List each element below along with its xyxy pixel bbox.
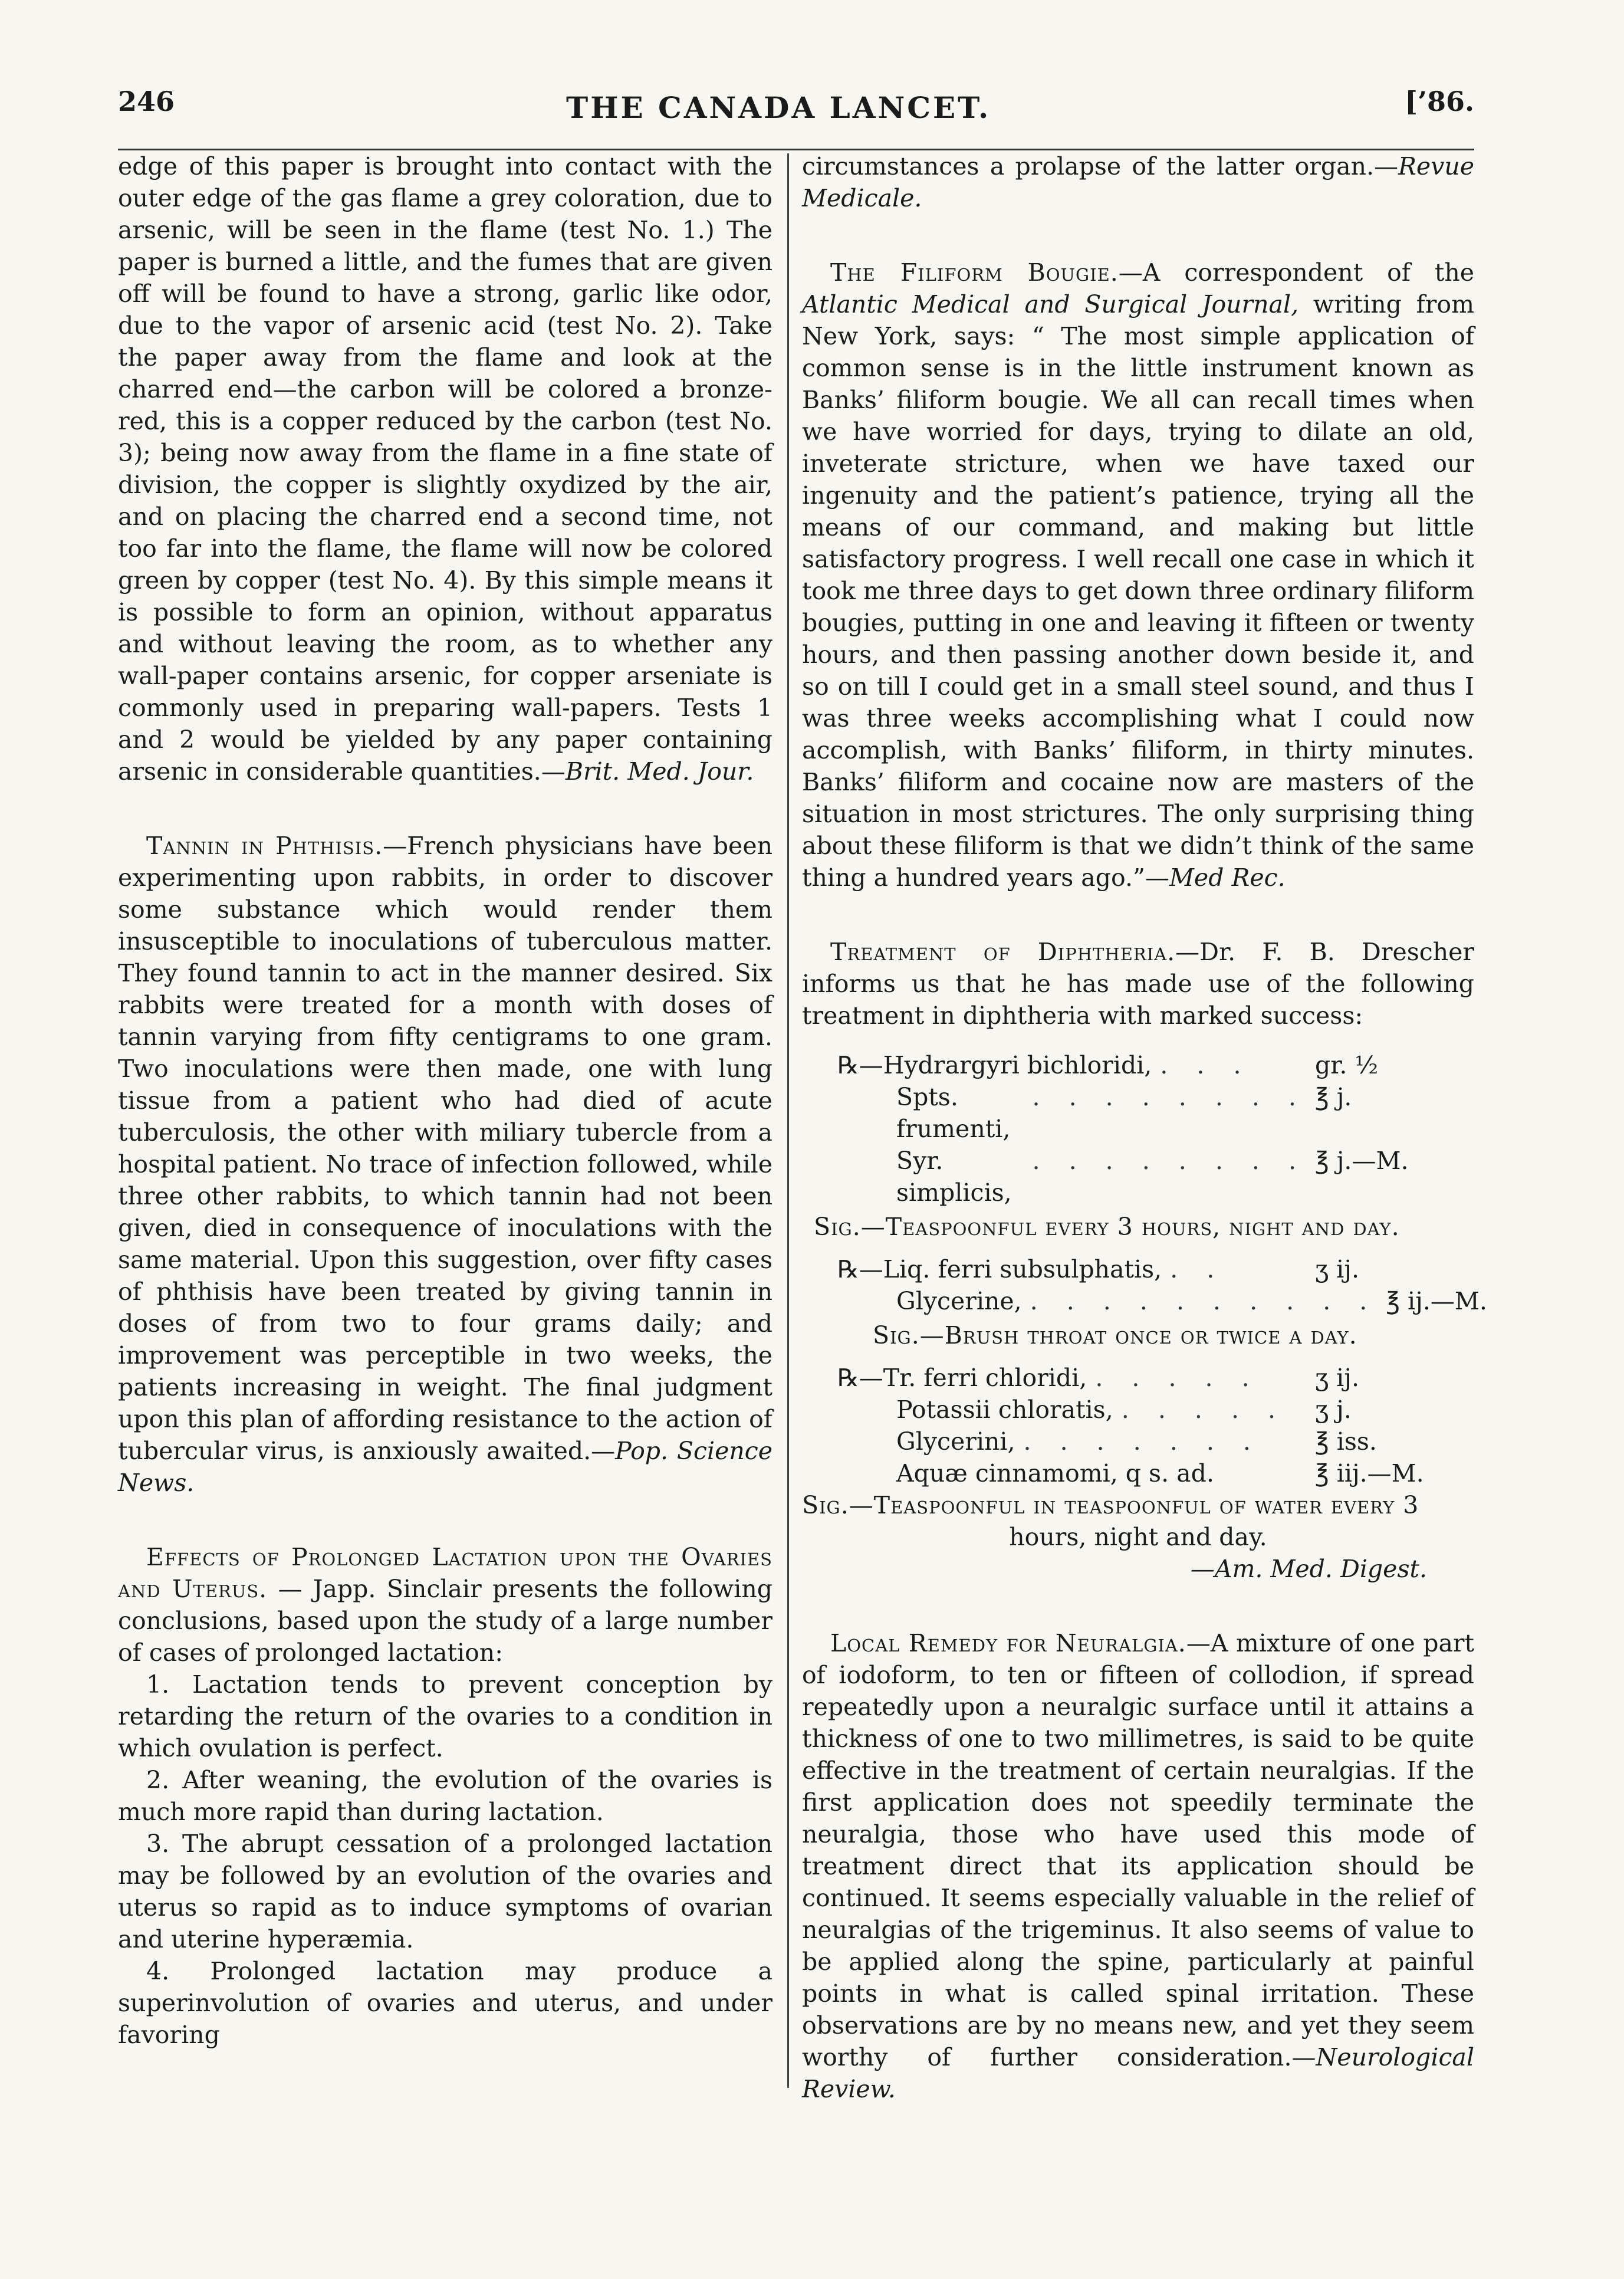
rx-drug: Aquæ cinnamomi, q s. ad. bbox=[896, 1459, 1214, 1487]
rx-drug: Glycerine, bbox=[896, 1287, 1022, 1315]
rx-drug: ℞—Liq. ferri subsulphatis, bbox=[837, 1255, 1162, 1283]
neuralgia-title: Local Remedy for Neuralgia. bbox=[830, 1629, 1186, 1657]
right-column bbox=[802, 150, 1487, 2105]
rx-quantity: ʒ ij. bbox=[1315, 1364, 1360, 1392]
tannin-title: Tannin in Phthisis. bbox=[146, 832, 383, 860]
sig-2 bbox=[802, 1319, 1474, 1351]
rx-drug: Syr. simplicis, bbox=[896, 1147, 1012, 1207]
rx-line: Glycerine, . . . . . . . . . . ℥ ij.—M. bbox=[837, 1285, 1439, 1317]
sig-2-text: Sig.—Brush throat once or twice a day. bbox=[873, 1321, 1357, 1349]
neuralgia-article bbox=[802, 1627, 1474, 2105]
rx-quantity: ℥ j.—M. bbox=[1315, 1147, 1409, 1175]
rx-quantity: ʒ j. bbox=[1315, 1395, 1352, 1424]
rx-line: ℞—Tr. ferri chloridi, . . . . . ʒ ij. bbox=[837, 1362, 1439, 1394]
sig-3-continued: hours, night and day. bbox=[1009, 1523, 1267, 1551]
rx-quantity: ʒ ij. bbox=[1315, 1255, 1360, 1283]
tannin-article bbox=[118, 830, 772, 1499]
neuralgia-source: Neurological Review. bbox=[802, 2043, 1474, 2103]
arsenic-text: edge of this paper is brought into contact with the outer edge of the gas flame a grey coloration, due to arsenic, will be seen in the flame (test No. 1.) The paper is burned a little, and the fumes that are given off will be found to have a strong, garlic like odor, due to the vapor of arsenic acid (test No. 2). Take the paper away from the flame and look at the charred end—the carbon will be colored a bronze-red, this is a copper reduced by the carbon (test No. 3); being now away from the flame in a fine state of division, the copper is slightly oxydized by the air, and on placing the charred end a second time, not too far into the flame, the flame will now be colored green by copper (test No. 4). By this simple means it is possible to form an opinion, without apparatus and without leaving the room, as to whether any wall-paper contains arsenic, for copper arseniate is commonly used in preparing wall-papers. Tests 1 and 2 would be yielded by any paper containing arsenic in considerable quantities.— bbox=[118, 152, 772, 786]
bougie-intro: —A correspondent of the bbox=[1118, 258, 1474, 287]
rx-quantity: ℥ iss. bbox=[1315, 1427, 1377, 1456]
diphtheria-title: Treatment of Diphtheria. bbox=[830, 938, 1176, 966]
bougie-source: Med Rec. bbox=[1169, 863, 1286, 892]
prescription-2 bbox=[802, 1253, 1487, 1317]
rx-line: Spts. frumenti, . . . . . . . . ℥ j. bbox=[837, 1081, 1439, 1145]
sig-1 bbox=[802, 1211, 1474, 1243]
diphtheria-article bbox=[802, 936, 1474, 1032]
diphtheria-intro: —Dr. F. B. Drescher informs us that he has made use of the following treatment in diphtheria with marked success: bbox=[802, 938, 1474, 1030]
rx-drug: ℞—Hydrargyri bichloridi, bbox=[837, 1051, 1152, 1079]
tannin-body: —French physicians have been experimenting upon rabbits, in order to discover some substance which would render them insusceptible to inoculations of tuberculous matter. They found tannin to act in the manner desired. Six rabbits were treated for a month with doses of tannin varying from fifty centigrams to one gram. Two inoculations were then made, one with lung tissue from a patient who had died of acute tuberculosis, the other with miliary tubercle from a hospital patient. No trace of infection followed, while three other rabbits, to which tannin had not been given, died in consequence of inoculations with the same material. Upon this suggestion, over fifty cases of phthisis have been treated by giving tannin in doses of from two to four grams daily; and improvement was perceptible in two weeks, the patients increasing in weight. The final judgment upon this plan of affording resistance to the action of tubercular virus, is anxiously awaited.— bbox=[118, 832, 772, 1465]
rx-quantity: gr. ½ bbox=[1315, 1051, 1379, 1079]
rx-line: ℞—Liq. ferri subsulphatis, . . ʒ ij. bbox=[837, 1253, 1439, 1285]
bougie-journal: Atlantic Medical and Surgical Journal, bbox=[802, 290, 1299, 318]
diphtheria-source: —Am. Med. Digest. bbox=[1190, 1555, 1427, 1583]
bougie-body: writing from New York, says: “ The most simple application of common sense is in the little instrument known as Banks’ filiform bougie. We all can recall times when we have worried for days, trying to dilate an old, inveterate stricture, when we have taxed our ingenuity and the patient’s patience, trying all the means of our command, and making but little satisfactory progress. I well recall one case in which it took me three days to get down three ordinary filiform bougies, putting in one and leaving it fifteen or twenty hours, and then passing another down beside it, and so on till I could get in a small steel sound, and thus I was three weeks accomplishing what I could now accomplish, with Banks’ filiform, in thirty minutes. Banks’ filiform and cocaine now are masters of the situation in most strictures. The only surprising thing about these filiform is that we didn’t think of the same thing a hundred years ago.”— bbox=[802, 290, 1474, 892]
bougie-article bbox=[802, 257, 1474, 894]
rx-drug: ℞—Tr. ferri chloridi, bbox=[837, 1364, 1087, 1392]
lactation-point-2: 2. After weaning, the evolution of the ovaries is much more rapid than during lactation. bbox=[118, 1766, 772, 1826]
rx-line: Syr. simplicis, . . . . . . . . ℥ j.—M. bbox=[837, 1145, 1439, 1209]
lactation-point-4: 4. Prolonged lactation may produce a superinvolution of ovaries and uterus, and under favoring bbox=[118, 1957, 772, 2049]
sig-1-text: Sig.—Teaspoonful every 3 hours, night and day. bbox=[814, 1213, 1400, 1241]
rx-quantity: ℥ iij.—M. bbox=[1315, 1459, 1424, 1487]
page-number: 246 bbox=[118, 86, 175, 117]
rx-line bbox=[837, 1457, 1439, 1489]
rx-line: Potassii chloratis, . . . . . ʒ j. bbox=[837, 1394, 1439, 1426]
rx-drug: Potassii chloratis, bbox=[896, 1395, 1113, 1424]
tannin-source: Pop. Science News. bbox=[118, 1437, 772, 1497]
continuation-paragraph bbox=[802, 150, 1474, 214]
lactation-article bbox=[118, 1541, 772, 1669]
rx-drug: Glycerini, bbox=[896, 1427, 1015, 1456]
sig-3 bbox=[802, 1489, 1474, 1521]
sig-3-text: Sig.—Teaspoonful in teaspoonful of water every 3 bbox=[802, 1491, 1419, 1519]
lactation-intro: — Japp. Sinclair presents the following conclusions, based upon the study of a large number of cases of prolonged lactation: bbox=[118, 1575, 772, 1667]
rx-drug: Spts. frumenti, bbox=[896, 1083, 1011, 1143]
prescription-3 bbox=[802, 1362, 1474, 1489]
arsenic-paragraph bbox=[118, 150, 772, 787]
left-column bbox=[118, 150, 772, 2051]
neuralgia-body: —A mixture of one part of iodoform, to ten or fifteen of collodion, if spread repeatedly upon a neuralgic surface until it attains a thickness of one to two millimetres, is said to be quite effective in the treatment of certain neuralgias. If the first application does not speedily terminate the neuralgia, those who have used this mode of treatment direct that its application should be continued. It seems especially valuable in the relief of neuralgias of the trigeminus. It also seems of value to be applied along the spine, particularly at painful points in what is called spinal irritation. These observations are by no means new, and yet they seem worthy of further consideration.— bbox=[802, 1629, 1475, 2071]
journal-title: THE CANADA LANCET. bbox=[566, 90, 991, 125]
rx-quantity: ℥ ij.—M. bbox=[1386, 1287, 1487, 1315]
column-divider bbox=[787, 153, 789, 2088]
lactation-title: Effects of Prolonged Lactation upon the Ovaries and Uterus. bbox=[118, 1543, 772, 1603]
rx-line: ℞—Hydrargyri bichloridi, . . . gr. ½ bbox=[837, 1049, 1439, 1081]
running-header bbox=[118, 86, 1474, 139]
volume-year: [’86. bbox=[1405, 86, 1474, 117]
continuation-text: circumstances a prolapse of the latter organ.— bbox=[802, 152, 1399, 180]
arsenic-source: Brit. Med. Jour. bbox=[565, 757, 754, 786]
bougie-title: The Filiform Bougie. bbox=[830, 258, 1119, 287]
rx-line: Glycerini, . . . . . . . ℥ iss. bbox=[837, 1426, 1439, 1457]
lactation-point-3: 3. The abrupt cessation of a prolonged lactation may be followed by an evolution of the ovaries and uterus so rapid as to induce symptoms of ovarian and uterine hyperæmia. bbox=[118, 1830, 772, 1953]
lactation-point-1: 1. Lactation tends to prevent conception by retarding the return of the ovaries to a condition in which ovulation is perfect. bbox=[118, 1670, 772, 1762]
continuation-source: Revue Medicale. bbox=[802, 152, 1474, 212]
prescription-1 bbox=[802, 1049, 1474, 1209]
rx-quantity: ℥ j. bbox=[1315, 1083, 1352, 1111]
